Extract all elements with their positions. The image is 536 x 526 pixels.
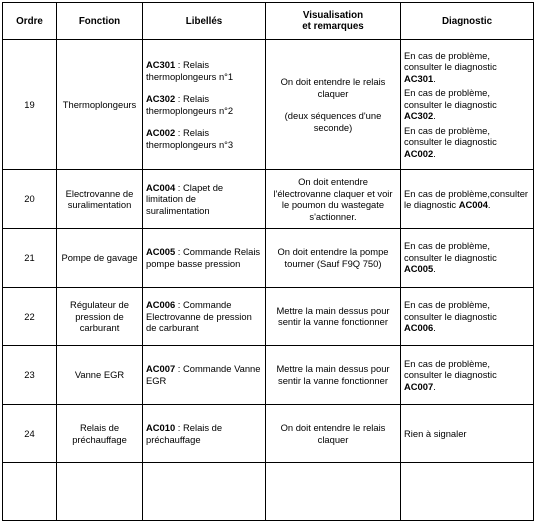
header-visualisation-line2: et remarques bbox=[302, 21, 364, 32]
diagnostic-code: AC007 bbox=[404, 380, 434, 392]
diagnostic-suffix: . bbox=[433, 147, 436, 159]
cell-ordre: 22 bbox=[3, 287, 57, 346]
diagnostic-entry bbox=[404, 358, 530, 393]
diagnostic-entry bbox=[404, 87, 530, 122]
cell-visualisation bbox=[266, 404, 401, 463]
libelle-entry bbox=[146, 93, 262, 116]
diagnostic-entry bbox=[404, 299, 530, 334]
cell-ordre: 23 bbox=[3, 346, 57, 405]
diagnostic-entry bbox=[404, 240, 530, 275]
libelle-entry bbox=[146, 299, 262, 334]
empty-cell bbox=[57, 463, 143, 521]
diagnostic-text: En cas de problème, consulter le diagnostic bbox=[404, 357, 497, 381]
cell-fonction: Electrovanne de suralimentation bbox=[57, 170, 143, 229]
diagnostic-table bbox=[2, 2, 534, 521]
empty-cell bbox=[143, 463, 266, 521]
diagnostic-entry bbox=[404, 50, 530, 85]
table-row bbox=[3, 40, 534, 170]
diagnostic-code: AC002 bbox=[404, 147, 434, 159]
table-row bbox=[3, 346, 534, 405]
diagnostic-suffix: . bbox=[433, 110, 436, 122]
diagnostic-entry bbox=[404, 188, 530, 211]
libelle-code: AC006 bbox=[146, 299, 176, 311]
libelle-code: AC010 bbox=[146, 422, 176, 434]
diagnostic-suffix: . bbox=[487, 199, 491, 211]
header-visualisation-line1: Visualisation bbox=[302, 10, 364, 21]
libelle-entry bbox=[146, 246, 262, 269]
cell-libelles bbox=[143, 40, 266, 170]
cell-fonction: Relais de préchauffage bbox=[57, 404, 143, 463]
visualisation-text: (deux séquences d'une seconde) bbox=[284, 110, 382, 133]
header-ordre: Ordre bbox=[3, 3, 57, 40]
table-row bbox=[3, 287, 534, 346]
visualisation-text: Mettre la main dessus pour sentir la vanne fonctionner bbox=[276, 363, 390, 386]
libelle-entry bbox=[146, 182, 262, 217]
visualisation-text: On doit entendre la pompe tourner (Sauf F9Q 750) bbox=[277, 246, 389, 269]
libelle-entry bbox=[146, 422, 262, 445]
cell-diagnostic bbox=[401, 346, 534, 405]
empty-cell bbox=[401, 463, 534, 521]
visualisation-text: On doit entendre le relais claquer bbox=[280, 76, 386, 99]
cell-ordre: 20 bbox=[3, 170, 57, 229]
libelle-text: : Relais thermoplongeurs n°3 bbox=[146, 127, 234, 150]
libelle-text: : Commande Relais pompe basse pression bbox=[146, 246, 261, 269]
libelle-text: : Commande Electrovanne de pression de carburant bbox=[146, 299, 252, 334]
diagnostic-text: En cas de problème, consulter le diagnostic bbox=[404, 87, 497, 110]
diagnostic-text: En cas de problème,consulter le diagnostic bbox=[404, 187, 529, 211]
visualisation-text: Mettre la main dessus pour sentir la vanne fonctionner bbox=[276, 304, 390, 328]
diagnostic-text: En cas de problème, consulter le diagnostic bbox=[404, 240, 497, 263]
cell-visualisation bbox=[266, 170, 401, 229]
diagnostic-entry bbox=[404, 125, 530, 160]
libelle-code: AC007 bbox=[146, 363, 176, 375]
cell-visualisation bbox=[266, 346, 401, 405]
header-row bbox=[3, 3, 534, 40]
cell-visualisation bbox=[266, 40, 401, 170]
libelle-text: : Relais de préchauffage bbox=[146, 422, 223, 445]
diagnostic-suffix: . bbox=[433, 263, 436, 275]
cell-ordre: 24 bbox=[3, 404, 57, 463]
header-fonction: Fonction bbox=[57, 3, 143, 40]
diagnostic-text: En cas de problème, consulter le diagnostic bbox=[404, 124, 497, 148]
diagnostic-suffix: . bbox=[433, 322, 436, 334]
cell-libelles bbox=[143, 228, 266, 287]
cell-diagnostic bbox=[401, 40, 534, 170]
diagnostic-text: En cas de problème, consulter le diagnostic bbox=[404, 299, 497, 322]
diagnostic-code: AC302 bbox=[404, 110, 434, 122]
diagnostic-code: AC004 bbox=[458, 199, 488, 211]
empty-row bbox=[3, 463, 534, 521]
diagnostic-text: En cas de problème, consulter le diagnostic bbox=[404, 49, 497, 73]
libelle-code: AC004 bbox=[146, 181, 176, 193]
cell-libelles bbox=[143, 346, 266, 405]
diagnostic-text: Rien à signaler bbox=[404, 427, 467, 439]
cell-libelles bbox=[143, 287, 266, 346]
visualisation-text: On doit entendre le relais claquer bbox=[280, 422, 386, 445]
libelle-entry bbox=[146, 363, 262, 386]
cell-diagnostic bbox=[401, 287, 534, 346]
cell-ordre: 19 bbox=[3, 40, 57, 170]
visualisation-text: On doit entendre l'électrovanne claquer et voir le poumon du wastegate s'actionner. bbox=[273, 176, 393, 222]
libelle-text: : Clapet de limitation de suralimentation bbox=[146, 181, 224, 216]
empty-cell bbox=[3, 463, 57, 521]
cell-visualisation bbox=[266, 228, 401, 287]
header-visualisation bbox=[266, 3, 401, 40]
cell-ordre: 21 bbox=[3, 228, 57, 287]
cell-diagnostic bbox=[401, 228, 534, 287]
cell-libelles bbox=[143, 404, 266, 463]
diagnostic-suffix: . bbox=[433, 72, 436, 84]
cell-fonction: Régulateur de pression de carburant bbox=[57, 287, 143, 346]
table-row bbox=[3, 404, 534, 463]
libelle-text: : Commande Vanne EGR bbox=[146, 363, 261, 386]
libelle-code: AC301 bbox=[146, 59, 176, 71]
table-row bbox=[3, 170, 534, 229]
table-row bbox=[3, 228, 534, 287]
libelle-code: AC302 bbox=[146, 93, 176, 105]
header-libelles: Libellés bbox=[143, 3, 266, 40]
cell-libelles bbox=[143, 170, 266, 229]
cell-fonction: Thermoplongeurs bbox=[57, 40, 143, 170]
libelle-code: AC002 bbox=[146, 127, 176, 139]
diagnostic-code: AC005 bbox=[404, 263, 434, 275]
diagnostic-code: AC006 bbox=[404, 322, 434, 334]
libelle-entry bbox=[146, 127, 262, 150]
libelle-text: : Relais thermoplongeurs n°1 bbox=[146, 59, 234, 82]
cell-diagnostic bbox=[401, 170, 534, 229]
libelle-entry bbox=[146, 59, 262, 82]
cell-fonction: Pompe de gavage bbox=[57, 228, 143, 287]
libelle-code: AC005 bbox=[146, 246, 176, 258]
diagnostic-entry bbox=[404, 428, 530, 440]
cell-fonction: Vanne EGR bbox=[57, 346, 143, 405]
cell-diagnostic bbox=[401, 404, 534, 463]
header-diagnostic: Diagnostic bbox=[401, 3, 534, 40]
libelle-text: : Relais thermoplongeurs n°2 bbox=[146, 93, 234, 116]
cell-visualisation bbox=[266, 287, 401, 346]
diagnostic-suffix: . bbox=[433, 380, 436, 392]
empty-cell bbox=[266, 463, 401, 521]
diagnostic-code: AC301 bbox=[404, 72, 434, 84]
